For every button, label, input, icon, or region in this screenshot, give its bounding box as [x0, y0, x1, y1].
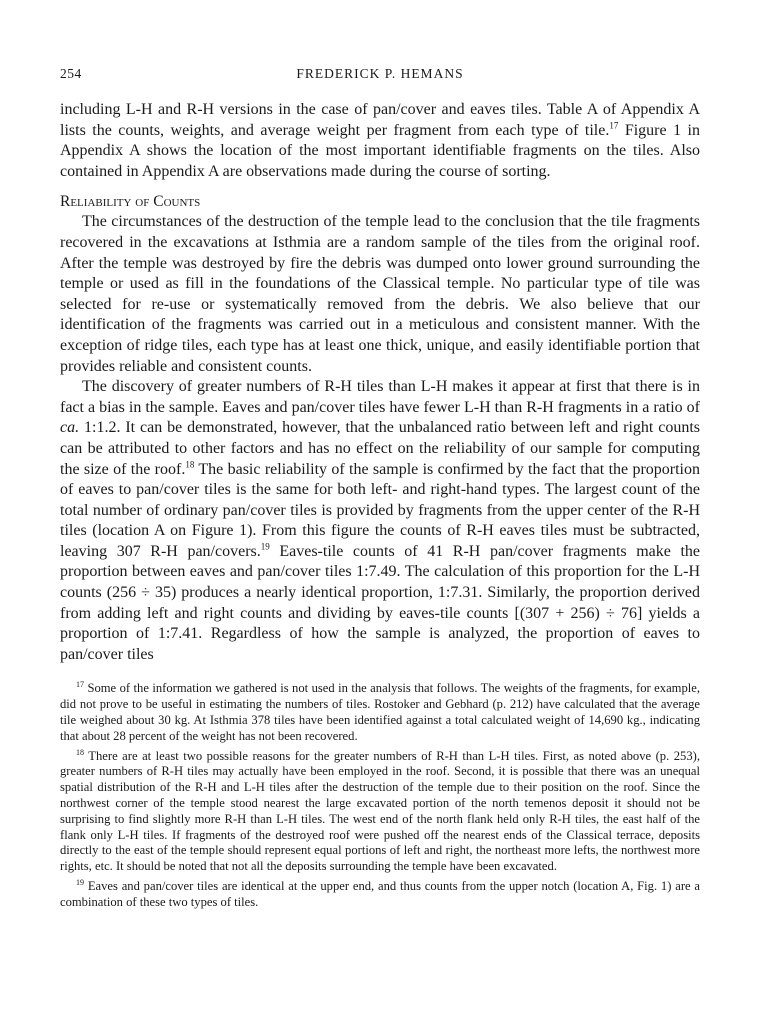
author-running-head: FREDERICK P. HEMANS [296, 66, 464, 81]
footnote-19 [60, 879, 700, 911]
intro-paragraph: including L-H and R-H versions in the case of pan/cover and eaves tiles. Table A of Appendix A lists the counts, weights, and average weight per fragment from each type of tile.$^{17}$ Figure 1 in Appendix A shows the location of the most important identifiable fragments on the tiles. Also contained in Appendix A are observations made during the course of sorting. [60, 101, 701, 180]
footnote-ref-19[interactable]: 19 [260, 541, 270, 552]
page-number: 254 [60, 66, 82, 81]
footnote-text: Eaves and pan/cover tiles are identical at the upper end, and thus counts from the upper notch (location A, Fig. 1) are a combination of these two types of tiles. [60, 879, 700, 909]
footnote-17 [60, 681, 700, 744]
footnote-number: 18 [76, 747, 84, 757]
footnote-ref-18[interactable]: 18 [185, 459, 195, 470]
footnote-text: There are at least two possible reasons for the greater numbers of R-H than L-H tiles. First, as noted above (p. 253), greater numbers of R-H tiles may actually have been employed in the roof. Second, it is possible that there was an unequal spatial distribution of the R-H and L-H tiles after the destruction of the temple due to their position on the roof. Since the northwest corner of the temple stood nearest the large excavated portion of the north temenos deposit it should not be surprising to find slightly more R-H than L-H tiles. The west end of the north flank held only R-H tiles, the east half of the flank only L-H tiles. If fragments of the destroyed roof were pushed off the nearest ends of the Classical terrace, deposits directly to the east of the temple should represent equal portions of left and right, the northeast more lefts, the northwest more rights, etc. It should be noted that not all the deposits surrounding the temple have been excavated. [60, 748, 700, 874]
footnote-number: 17 [76, 680, 84, 690]
paragraph-2: The discovery of greater numbers of R-H tiles than L-H makes it appear at first that there is in fact a bias in the sample. Eaves and pan/cover tiles have fewer L-H than R-H fragments in a ratio of ca. 1:1.2. It can be demonstrated, however, that the unbalanced ratio between left and right counts can be attributed to other factors and has no effect on the reliability of our sample for computing the size of the roof.$^{18}$ The basic reliability of the sample is confirmed by the fact that the proportion of eaves to pan/cover tiles is the same for both left- and right-hand types. The largest count of the total number of ordinary pan/cover tiles is provided by fragments from the upper center of the R-H tiles (location A on Figure 1). From this figure the counts of R-H eaves tiles must be subtracted, leaving 307 R-H pan/covers.$^{19}$ Eaves-tile counts of 41 R-H pan/cover fragments make the proportion between eaves and pan/cover tiles 1:7.49. The calculation of this proportion for the L-H counts (256 ÷ 35) produces a nearly identical proportion, 1:7.31. Similarly, the proportion derived from adding left and right counts and dividing by eaves-tile counts [(307 + 256) ÷ 76] yields a proportion of 1:7.41. Regardless of how the sample is analyzed, the proportion of eaves to pan/cover tiles [60, 378, 701, 663]
section-heading: Reliability of Counts [60, 193, 201, 211]
footnotes [60, 681, 700, 910]
page [60, 66, 700, 915]
paragraph-1: The circumstances of the destruction of the temple lead to the conclusion that the tile fragments recovered in the excavations at Isthmia are a random sample of the tiles from the original roof. After the temple was destroyed by fire the debris was dumped onto lower ground surrounding the temple or used as fill in the foundations of the Classical temple. No particular type of tile was selected for re-use or systematically removed from the debris. We also believe that our identification of the fragments was carried out in a meticulous and consistent manner. With the exception of ridge tiles, each type has at least one thick, unique, and easily identifiable portion that provides reliable and consistent counts. [60, 213, 700, 375]
running-head [60, 66, 700, 88]
body-text [60, 100, 700, 665]
footnote-text: Some of the information we gathered is not used in the analysis that follows. The weights of the fragments, for example, did not prove to be useful in estimating the numbers of tiles. Rostoker and Gebhard (p. 212) have calculated that the average tile weighed about 30 kg. At Isthmia 378 tiles have been identified against a total calculated weight of 14,690 kg., indicating that about 28 percent of the weight has not been recovered. [60, 681, 700, 743]
footnote-18 [60, 749, 700, 875]
footnote-ref-17[interactable]: 17 [609, 120, 619, 131]
italic-ca: ca. [60, 419, 80, 437]
footnote-number: 19 [76, 877, 84, 887]
